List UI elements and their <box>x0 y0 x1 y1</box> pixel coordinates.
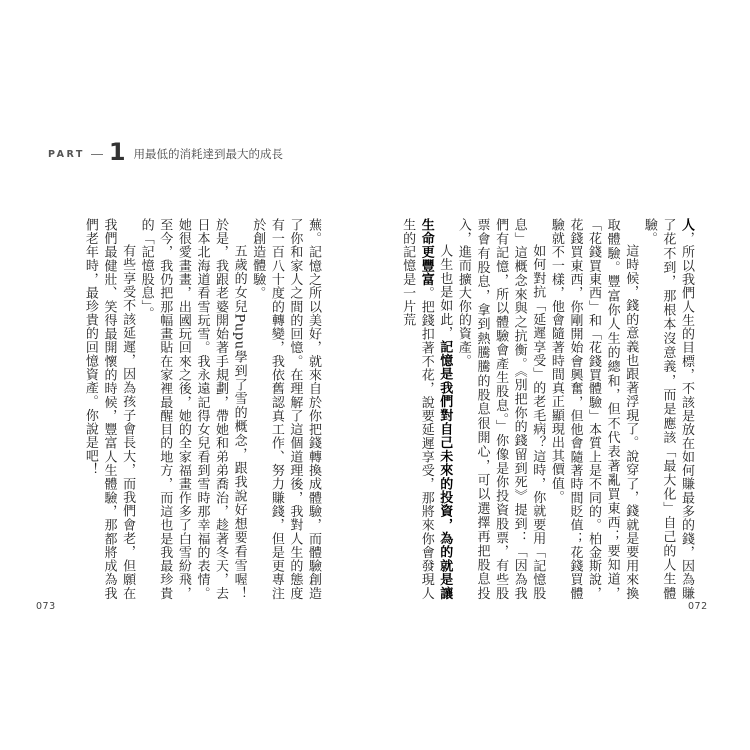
chapter-title: 用最低的消耗達到最大的成長 <box>133 147 284 161</box>
body-text: 人生也是如此， <box>437 244 453 340</box>
part-number: 1 <box>108 138 126 166</box>
header-rule <box>91 154 103 155</box>
paragraph: 五歲的女兒Pupu學到了雪的概念，跟我說好想要看雪喔！於是，我跟老婆開始著手規劃，帶她和弟弟喬治，趁著冬天，去日本北海道看雪玩雪。我永遠記得女兒看到雪時那幸福的表情。她很愛畫畫，出國玩回來之後，她的全家福畫作多了白雪紛飛，至今，我仍把那幅畫貼在家裡最醒目的地方，而這也是我最珍貴的「記憶股息」。 <box>138 218 247 600</box>
body-text: 。把錢扣著不花，說要延遲享受，那將來你會發現人生的記憶是一片荒 <box>400 218 434 601</box>
paragraph <box>398 218 454 600</box>
paragraph: 這時候，錢的意義也跟著浮現了。說穿了，錢就是要用來換取體驗。豐富你人生的總和，但不代表著亂買東西；要知道，「花錢買東西」和「花錢買體驗」本質上是不同的。柏金斯說，花錢買東西，你剛開始會興奮，但他會隨著時間貶值；花錢買體驗就不一樣，他會隨著時間真正顯現出其價值。 <box>548 218 639 600</box>
right-body-text <box>400 218 695 601</box>
paragraph: 如何對抗「延遲享受」的老毛病？這時，你就要用「記憶股息」這概念來與之抗衡。《別把你的錢留到死》提到：「因為我們有記憶，所以體驗會產生股息。」你像是你投資股票，有些股票會有股息，拿到熱騰騰的股息很開心，可以選擇再把股息投入，進而擴大你的資產。 <box>455 218 546 600</box>
bold-text: 記憶是我們對自己未來的投資，為的就是讓生命更豐富 <box>418 218 453 600</box>
bold-text: 人 <box>679 218 694 232</box>
left-body-text <box>82 218 322 600</box>
part-label: PART <box>48 148 85 160</box>
running-header <box>48 138 283 166</box>
paragraph: 蕪。記憶之所以美好，就來自於你把錢轉換成體驗，而體驗創造了你和家人之間的回憶。在理解了這個道理後，我對人生的態度有一百八十度的轉變，我依舊認真工作、努力賺錢，但是更專注於創造體驗。 <box>250 218 321 600</box>
paragraph: 有些享受不該延遲，因為孩子會長大，而我們會老，但願在我們最健壯、笑得最開懷的時候，豐富人生體驗，那都將成為我們老年時，最珍貴的回憶資產。你說是吧！ <box>82 218 136 600</box>
right-page <box>375 0 750 750</box>
paragraph <box>639 218 695 600</box>
body-text: ，所以我們人生的目標，不該是放在如何賺最多的錢，因為賺了花不到，那根本沒意義，而是應該「最大化」自己的人生體驗。 <box>641 218 694 600</box>
page-number: 073 <box>36 601 56 612</box>
page-number: 072 <box>688 601 708 612</box>
